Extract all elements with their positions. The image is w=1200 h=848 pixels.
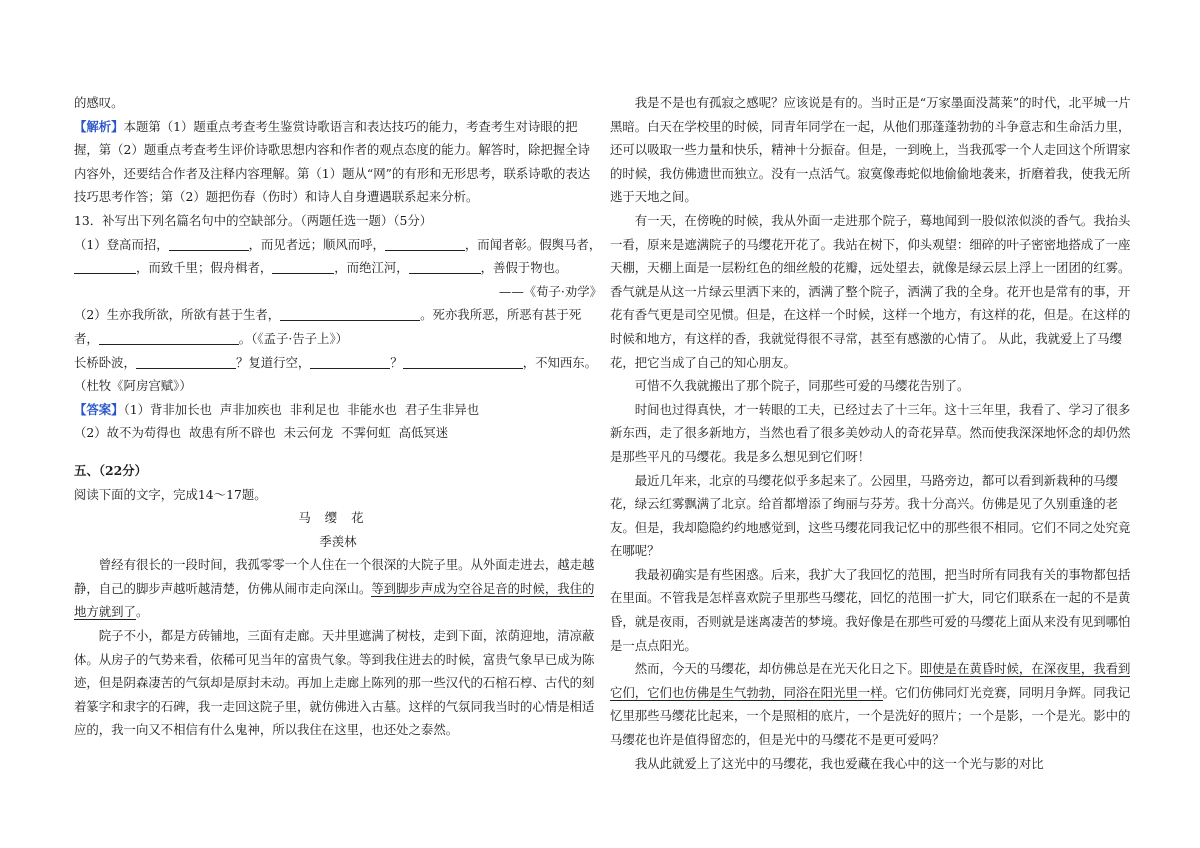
fill-blank[interactable] — [310, 353, 390, 369]
essay-paragraph: 时间也过得真快，才一转眼的工夫，已经过去了十三年。这十三年里，我看了、学习了很多新东西，走了很多新地方，当然也看了很多美妙动人的奇花异草。然而使我深深地怀念的却仍然是那些平凡的马缨花。我是多么想见到它们呀！ — [610, 401, 1131, 464]
text-segment: ？ — [390, 354, 403, 370]
fill-blank[interactable] — [409, 258, 481, 274]
answer-line-1 — [74, 398, 602, 422]
fill-blank[interactable] — [280, 305, 420, 321]
text-segment: （2）生亦我所欲，所欲有甚于生者， — [74, 307, 281, 323]
essay-author: 季羡林 — [319, 533, 357, 549]
text-segment: ，不知西东。 — [522, 354, 598, 370]
text-segment: ？复道行空， — [235, 354, 311, 370]
question-13-part-3 — [74, 351, 602, 375]
essay-paragraph: 有一天，在傍晚的时候，我从外面一走进那个院子，蓦地闻到一股似浓似淡的香气。我抬头一看，原来是遮满院子的马缨花开花了。我站在树下，仰头观望：细碎的叶子密密地搭成了一座天棚，天棚上面是一层粉红色的细丝般的花瓣，远处望去，就像是绿云层上浮上一团团的红雾。香气就是从这一片绿云里洒下来的，洒满了整个院子，洒满了我的全身。花开也是常有的事，开花有香气更是司空见惯。但是，在这样一个时候，这样一个地方，有这样的花，但是。在这样的时候和地方，有这样的香，我就觉得很不寻常，甚至有感激的心情了。 从此，我就爱上了马缨花，把它当成了自己的知心朋友。 — [610, 212, 1131, 370]
question-13-part-2 — [74, 303, 602, 350]
essay-paragraph: 我是不是也有孤寂之感呢？应该说是有的。当时正是“万家墨面没蒿莱”的时代，北平城一片黑暗。白天在学校里的时候，同青年同学在一起，从他们那蓬蓬勃勃的斗争意志和生命活力里，还可以吸取一些力量和快乐，精神十分振奋。但是，一到晚上，当我孤零一个人走回这个所谓家的时候，我仿佛遗世而独立。没有一点活气。寂寞像毒蛇似地偷偷地袭来，折磨着我，使我无所逃于天地之间。 — [610, 95, 1131, 205]
essay-paragraph: 院子不小，都是方砖铺地，三面有走廊。天井里遮满了树枝，走到下面，浓荫迎地，清凉蔽体。从房子的气势来看，依稀可见当年的富贵气象。等到我住进去的时候，富贵气象早已成为陈迹，但是阴森凄苦的气氛却是原封未动。再加上走廊上陈列的那一些汉代的石棺石椁、古代的刻着篆字和隶字的石碑，我一走回这院子里，就仿佛进入古墓。这样的气氛同我当时的心情是相适应的，我一向又不相信有什么鬼神，所以我住在这里，也还处之泰然。 — [74, 628, 595, 738]
essay-paragraph: 最近几年来，北京的马缨花似乎多起来了。公园里，马路旁边，都可以看到新栽种的马缨花，绿云红雾飘满了北京。给首都增添了绚丽与芬芳。我十分高兴。仿佛是见了久别重逢的老友。但是，我却隐隐约约地感觉到，这些马缨花同我记忆中的那些很不相同。它们不同之处究竟在哪呢？ — [610, 472, 1131, 559]
text-segment: ，而见者远；顺风而呼， — [248, 236, 385, 252]
text-segment: ，而致千里；假舟楫者， — [136, 260, 273, 276]
underlined-sentence: 即使是在黄昏时候，在深夜里，我看到它们，它们也仿佛是生气勃勃，同浴在阳光里一样 — [610, 661, 1131, 700]
fill-blank[interactable] — [272, 258, 334, 274]
fill-blank[interactable] — [74, 258, 136, 274]
underlined-sentence: 等到脚步声成为空谷足音的时候，我住的地方就到了 — [74, 580, 595, 620]
essay-paragraph: 可惜不久我就搬出了那个院子，同那些可爱的马缨花告别了。 — [634, 378, 970, 394]
text-segment: ，而闻者彰。假舆马者， — [464, 236, 602, 252]
fill-blank[interactable] — [136, 353, 236, 369]
text-segment: 。它们仿佛同灯光竞赛，同明月争辉。同我记忆里那些马缨花比起来，一个是照相的底片，一个是洗好的照片；一个是影，一个是光。影中的马缨花也许是值得留恋的，但是光中的马缨花不是更可爱吗？ — [610, 684, 1131, 748]
analysis-paragraph — [74, 115, 602, 209]
text-segment: 。 — [135, 604, 149, 620]
left-column — [74, 91, 602, 742]
reading-instruction: 阅读下面的文字，完成14～17题。 — [74, 486, 267, 502]
right-column — [610, 91, 1138, 775]
spacer — [74, 445, 602, 459]
text-segment: ，善假于物也。 — [480, 260, 568, 276]
answer-line-2: （2）故不为苟得也 故患有所不辟也 未云何龙 不霁何虹 高低冥迷 — [74, 425, 449, 441]
text-segment: 。死亦我所恶，所恶有甚于死者， — [74, 307, 582, 346]
section-heading: 五、（22分） — [74, 462, 147, 478]
essay-paragraph — [74, 553, 602, 624]
text-segment: 长桥卧波， — [74, 354, 136, 370]
fill-blank[interactable] — [169, 235, 249, 251]
fill-blank[interactable] — [99, 329, 239, 345]
source-citation: ——《荀子·劝学》 — [498, 283, 602, 299]
answer-text: （1）背非加长也 声非加疾也 非利足也 非能水也 君子生非异也 — [123, 401, 480, 417]
question-13-part-1 — [74, 233, 602, 280]
text-segment: 。（《孟子·告子上》） — [238, 330, 349, 346]
analysis-tag: 【解析】 — [74, 118, 124, 134]
text-segment: 然而，今天的马缨花，却仿佛总是在光天化日之下。 — [634, 661, 920, 677]
fill-blank[interactable] — [403, 353, 523, 369]
text-segment: ，而绝江河， — [334, 260, 409, 276]
question-13-source: （杜牧《阿房宫赋》） — [74, 378, 192, 394]
fill-blank[interactable] — [385, 235, 465, 251]
essay-paragraph — [610, 657, 1138, 751]
essay-paragraph: 我最初确实是有些困惑。后来，我扩大了我回忆的范围，把当时所有同我有关的事物都包括在里面。不管我是怎样喜欢院子里那些马缨花，回忆的范围一扩大，同它们联系在一起的不是黄昏，就是夜雨，否则就是迷离凄苦的梦境。我好像是在那些可爱的马缨花上面从来没有见到哪怕是一点点阳光。 — [610, 566, 1131, 653]
essay-paragraph: 我从此就爱上了这光中的马缨花，我也爱藏在我心中的这一个光与影的对比 — [634, 755, 1044, 771]
text-segment: （1）登高而招， — [74, 236, 169, 252]
answer-tag: 【答案】 — [74, 401, 124, 417]
question-13: 13．补写出下列名篇名句中的空缺部分。（两题任选一题）（5分） — [74, 212, 433, 228]
paragraph-continuation: 的感叹。 — [74, 95, 124, 110]
analysis-text: 本题第（1）题重点考查考生鉴赏诗歌语言和表达技巧的能力，考查考生对诗眼的把握，第（2）题重点考查考生评价诗歌思想内容和作者的观点态度的能力。解答时，除把握全诗内容外，还要结合作者及注释内容理解。第（1）题从“网”的有形和无形思考，联系诗歌的表达技巧思考作答；第（2）题把伤春（伤时）和诗人自身遭遇联系起来分析。 — [74, 118, 591, 205]
essay-title: 马缨花 — [298, 510, 378, 526]
text-segment: 曾经有很长的一段时间，我孤零零一个人住在一个很深的大院子里。从外面走进去，越走越静，自己的脚步声越听越清楚，仿佛从闹市走向深山。 — [74, 557, 595, 596]
